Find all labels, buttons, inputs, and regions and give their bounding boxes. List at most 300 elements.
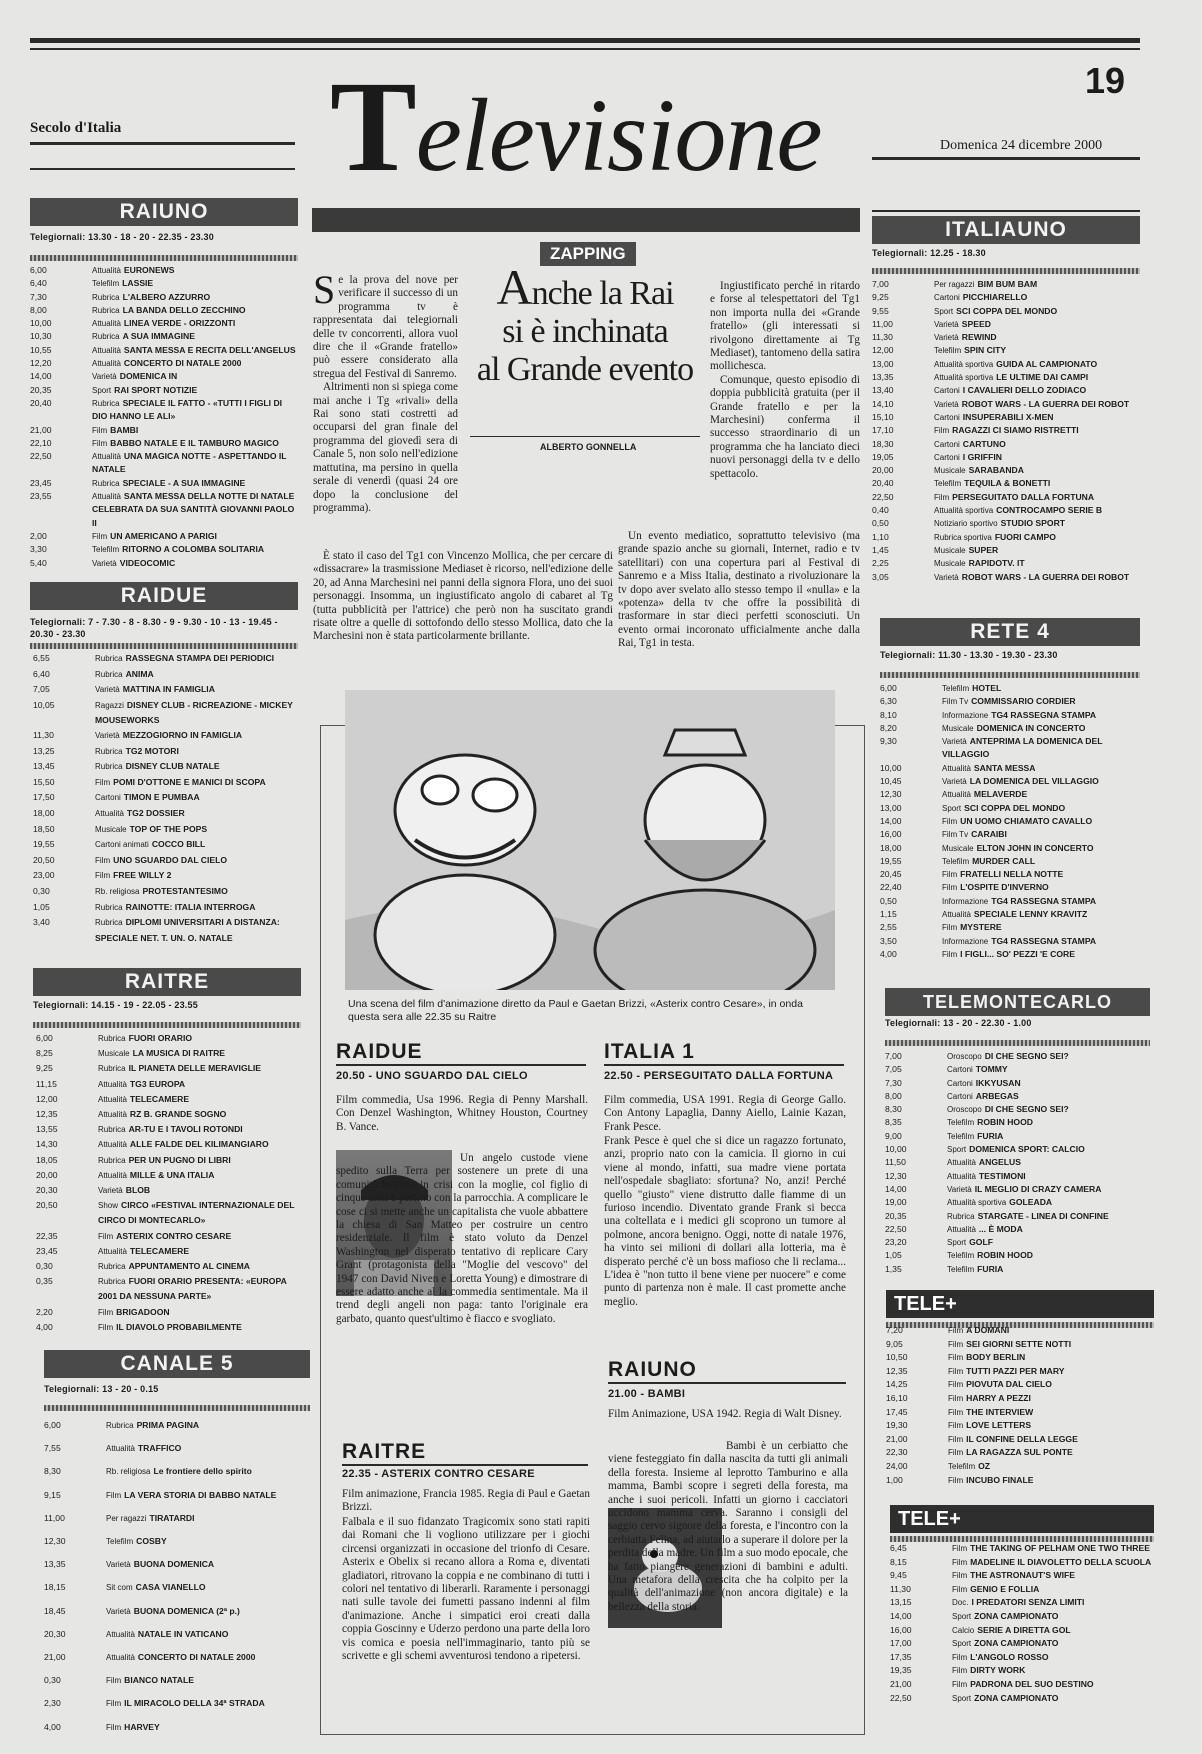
program-title: STARGATE - LINEA DI CONFINE bbox=[977, 1210, 1109, 1221]
program-desc bbox=[92, 317, 298, 330]
program-time: 14,00 bbox=[885, 1183, 907, 1194]
raitre-schedule bbox=[36, 1031, 301, 1335]
program-desc bbox=[95, 667, 298, 683]
program-time: 11,50 bbox=[885, 1157, 906, 1168]
program-time: 12,30 bbox=[885, 1170, 907, 1181]
program-time: 17,45 bbox=[886, 1406, 908, 1417]
program-genre: Rb. religiosa bbox=[95, 886, 140, 896]
program-time: 7,30 bbox=[30, 291, 47, 302]
program-time: 19,05 bbox=[872, 451, 894, 462]
program-title: ZONA CAMPIONATO bbox=[974, 1692, 1059, 1703]
program-row bbox=[880, 815, 1140, 828]
program-row bbox=[885, 1063, 1150, 1076]
program-desc bbox=[934, 305, 1140, 318]
program-desc bbox=[934, 424, 1140, 437]
raiuno-schedule bbox=[30, 264, 298, 570]
program-row bbox=[890, 1624, 1154, 1638]
program-genre: Telefilm bbox=[942, 684, 970, 693]
program-desc bbox=[92, 530, 298, 543]
program-genre: Attualità sportiva bbox=[934, 373, 994, 383]
program-genre: Rubrica bbox=[95, 902, 123, 912]
program-desc bbox=[92, 477, 298, 490]
program-genre: Musicale bbox=[942, 723, 974, 733]
program-time: 2,20 bbox=[36, 1306, 53, 1317]
program-time: 20,45 bbox=[880, 869, 902, 880]
program-genre: Film bbox=[106, 1490, 122, 1500]
program-row bbox=[886, 1378, 1154, 1392]
program-time: 8,00 bbox=[885, 1090, 902, 1101]
program-time: 8,20 bbox=[880, 722, 897, 733]
program-time: 11,15 bbox=[36, 1078, 57, 1089]
program-genre: Telefilm bbox=[942, 856, 970, 866]
program-time: 20,00 bbox=[36, 1169, 58, 1180]
program-desc bbox=[942, 921, 1140, 934]
program-title: SUPER bbox=[968, 544, 999, 555]
program-desc bbox=[942, 762, 1140, 775]
program-genre: Film bbox=[952, 1557, 968, 1567]
program-title: RAPIDOTV. IT bbox=[968, 558, 1025, 569]
program-row bbox=[33, 868, 298, 884]
program-row bbox=[36, 1092, 301, 1107]
program-title: FUORI ORARIO bbox=[128, 1033, 193, 1043]
asterix-photo bbox=[345, 690, 835, 990]
program-desc bbox=[92, 291, 298, 304]
program-genre: Cartoni bbox=[95, 793, 121, 803]
program-title: ASTERIX CONTRO CESARE bbox=[116, 1230, 232, 1241]
program-genre: Film bbox=[948, 1393, 964, 1403]
program-title: GENIO E FOLLIA bbox=[970, 1583, 1040, 1594]
program-title: UN AMERICANO A PARIGI bbox=[110, 530, 217, 541]
program-time: 22,50 bbox=[890, 1692, 912, 1703]
program-title: DISNEY CLUB NATALE bbox=[125, 761, 220, 772]
program-time: 6,00 bbox=[30, 265, 47, 275]
program-genre: Per ragazzi bbox=[934, 280, 975, 289]
program-desc bbox=[942, 935, 1140, 948]
program-row bbox=[36, 1107, 301, 1122]
program-genre: Attualità sportiva bbox=[934, 506, 994, 516]
program-desc bbox=[934, 477, 1140, 490]
program-time: 10,45 bbox=[880, 776, 902, 787]
program-title: STUDIO SPORT bbox=[1000, 518, 1066, 529]
program-desc bbox=[947, 1130, 1150, 1143]
program-desc bbox=[95, 651, 298, 667]
program-desc bbox=[942, 895, 1140, 908]
program-desc bbox=[92, 384, 298, 397]
program-title: FRATELLI NELLA NOTTE bbox=[960, 869, 1064, 880]
program-row bbox=[36, 1061, 301, 1076]
program-time: 10,50 bbox=[886, 1352, 908, 1363]
program-genre: Film bbox=[952, 1544, 968, 1553]
program-genre: Rubrica bbox=[95, 918, 123, 928]
program-genre: Sport bbox=[952, 1639, 972, 1649]
program-time: 21,00 bbox=[886, 1433, 908, 1444]
program-genre: Attualità bbox=[92, 359, 121, 369]
program-desc bbox=[934, 504, 1140, 517]
program-row bbox=[872, 358, 1140, 371]
program-row bbox=[872, 544, 1140, 557]
program-genre: Telefilm bbox=[92, 279, 120, 289]
program-time: 14,00 bbox=[30, 371, 52, 382]
program-genre: Rb. religiosa bbox=[106, 1467, 151, 1477]
program-row bbox=[36, 1153, 301, 1168]
program-genre: Film bbox=[948, 1434, 964, 1444]
program-time: 11,30 bbox=[890, 1583, 911, 1594]
program-desc bbox=[95, 682, 298, 698]
program-desc bbox=[98, 1274, 301, 1304]
program-row bbox=[30, 330, 298, 343]
program-genre: Varietà bbox=[98, 1186, 123, 1196]
program-row bbox=[885, 1223, 1150, 1236]
program-time: 6,45 bbox=[890, 1543, 907, 1553]
program-time: 16,10 bbox=[886, 1392, 908, 1403]
program-title: HARVEY bbox=[124, 1721, 160, 1732]
teleplus1-header: TELE+ bbox=[886, 1290, 1154, 1318]
program-title: THE TAKING OF PELHAM ONE TWO THREE bbox=[970, 1543, 1150, 1553]
program-title: MEZZOGIORNO IN FAMIGLIA bbox=[122, 729, 243, 740]
rete4-tg: Telegiornali: 11.30 - 13.30 - 19.30 - 23.30 bbox=[880, 650, 1058, 660]
program-time: 3,05 bbox=[872, 571, 889, 582]
program-title: PERSEGUITATO DALLA FORTUNA bbox=[952, 491, 1095, 502]
program-time: 7,00 bbox=[872, 279, 889, 289]
program-genre: Attualità bbox=[106, 1653, 135, 1663]
zapping-col2: È stato il caso del Tg1 con Vincenzo Mollica, che per cercare di «dissacrare» la trasmissione Mediaset è ricorso, nell'edizione delle 20, ad Anna Marchesini nei panni della signora Flora, uno dei suoi personaggi. Insomma, un ingiustificato angolo di cabaret al Tg (tutta pubblicità per l'attrice) che però non ha suscitato grandi risate oltre a quelle di sottofondo dello stesso Mollica, dato che la Marchesini non è stata particolarmente brillante. bbox=[313, 550, 613, 643]
program-genre: Film bbox=[98, 1322, 114, 1332]
program-title: INCUBO FINALE bbox=[966, 1474, 1034, 1485]
program-genre: Film bbox=[92, 438, 108, 448]
program-row bbox=[872, 344, 1140, 357]
program-title: SEI GIORNI SETTE NOTTI bbox=[966, 1338, 1072, 1349]
paper-name: Secolo d'Italia bbox=[30, 120, 122, 136]
teleplus2-schedule bbox=[890, 1542, 1154, 1705]
program-row bbox=[33, 790, 298, 806]
program-genre: Rubrica bbox=[95, 669, 123, 679]
program-genre: Rubrica bbox=[95, 746, 123, 756]
program-genre: Cartoni bbox=[947, 1065, 973, 1075]
program-genre: Film bbox=[948, 1339, 964, 1349]
program-desc bbox=[95, 884, 298, 900]
program-row bbox=[872, 464, 1140, 477]
program-desc bbox=[106, 1692, 310, 1715]
program-row bbox=[886, 1365, 1154, 1379]
program-desc bbox=[92, 277, 298, 290]
program-row bbox=[890, 1569, 1154, 1583]
program-time: 16,00 bbox=[890, 1624, 912, 1635]
program-genre: Telefilm bbox=[947, 1118, 975, 1128]
review-raitre-title: RAITRE bbox=[342, 1440, 427, 1463]
program-time: 0,40 bbox=[872, 505, 889, 516]
section-title: Televisione bbox=[330, 55, 822, 199]
program-time: 6,55 bbox=[33, 653, 50, 663]
program-desc bbox=[95, 790, 298, 806]
program-row bbox=[886, 1433, 1154, 1447]
program-desc bbox=[952, 1664, 1154, 1678]
program-time: 18,50 bbox=[33, 823, 55, 834]
program-title: TG4 RASSEGNA STAMPA bbox=[991, 709, 1097, 720]
program-title: ELTON JOHN IN CONCERTO bbox=[976, 842, 1094, 853]
program-row bbox=[30, 357, 298, 370]
program-desc bbox=[934, 291, 1140, 304]
program-title: UN UOMO CHIAMATO CAVALLO bbox=[960, 815, 1093, 826]
program-desc bbox=[92, 397, 298, 424]
program-desc bbox=[934, 331, 1140, 344]
program-title: BAMBI bbox=[110, 424, 139, 435]
telemontecarlo-hatch bbox=[885, 1040, 1150, 1046]
program-genre: Attualità bbox=[942, 763, 971, 773]
program-row bbox=[886, 1474, 1154, 1488]
program-genre: Film bbox=[948, 1326, 964, 1335]
program-genre: Calcio bbox=[952, 1625, 975, 1635]
program-genre: Varietà bbox=[947, 1184, 972, 1194]
program-time: 1,45 bbox=[872, 544, 889, 555]
program-genre: Attualità bbox=[947, 1158, 976, 1168]
program-row bbox=[36, 1168, 301, 1183]
program-title: CONCERTO DI NATALE 2000 bbox=[123, 358, 242, 369]
program-genre: Cartoni animati bbox=[95, 840, 149, 850]
program-row bbox=[30, 450, 298, 477]
program-title: RAI SPORT NOTIZIE bbox=[114, 384, 198, 395]
program-row bbox=[880, 709, 1140, 722]
program-row bbox=[880, 828, 1140, 841]
program-genre: Film bbox=[942, 923, 958, 933]
program-time: 17,50 bbox=[33, 792, 55, 803]
program-desc bbox=[98, 1183, 301, 1198]
program-desc bbox=[942, 815, 1140, 828]
program-genre: Rubrica bbox=[98, 1155, 126, 1165]
program-time: 8,25 bbox=[36, 1048, 53, 1059]
program-title: POMI D'OTTONE E MANICI DI SCOPA bbox=[113, 776, 266, 787]
program-time: 10,00 bbox=[30, 318, 52, 329]
program-desc bbox=[947, 1263, 1150, 1276]
program-genre: Attualità bbox=[98, 1079, 127, 1089]
program-genre: Film bbox=[948, 1366, 964, 1376]
program-title: LASSIE bbox=[122, 278, 154, 289]
program-time: 1,00 bbox=[886, 1474, 903, 1485]
program-title: LA RAGAZZA SUL PONTE bbox=[966, 1447, 1073, 1458]
program-row bbox=[880, 682, 1140, 695]
program-desc bbox=[98, 1229, 301, 1244]
program-row bbox=[872, 557, 1140, 570]
program-desc bbox=[98, 1061, 301, 1076]
program-row bbox=[885, 1210, 1150, 1223]
raiuno-header: RAIUNO bbox=[30, 198, 298, 226]
program-time: 1,10 bbox=[872, 531, 889, 542]
program-row bbox=[33, 822, 298, 838]
program-desc bbox=[98, 1107, 301, 1122]
program-title: ANGELUS bbox=[978, 1157, 1021, 1168]
program-time: 0,50 bbox=[872, 518, 889, 529]
program-desc bbox=[92, 264, 298, 277]
review-raiuno-p2: Bambi è un cerbiatto che viene festeggiato fin dalla nascita da tutti gli animali della foresta. Insieme al leprotto Tamburino e alla mamma, Bambi scopre i segreti della foresta, ma anche i suoi pericoli. Infatti un giorno i cacciatori uccidono mamma cerva. Saranno i consigli del saggio cervo signore della foresta, e l'incontro con la cerbiatta Felina, ad aiutarlo a superare il dolore per la perdita della madre. Un film a suo modo epocale, che ha fatto piangere generazioni di bambini e adulti. Una metafora della crescita che ha colpito per la qualità dell'animazione (non ancora digitale) e la bellezza della storia. bbox=[608, 1440, 848, 1613]
review-raidue-rule bbox=[336, 1064, 586, 1066]
program-row bbox=[44, 1414, 310, 1437]
program-time: 19,00 bbox=[885, 1197, 907, 1208]
program-title: L'OSPITE D'INVERNO bbox=[960, 882, 1049, 893]
canale5-header: CANALE 5 bbox=[44, 1350, 310, 1378]
program-genre: Telefilm bbox=[948, 1461, 976, 1471]
program-genre: Film bbox=[934, 426, 950, 436]
program-title: IL MEGLIO DI CRAZY CAMERA bbox=[974, 1183, 1102, 1194]
program-title: TIRATARDI bbox=[149, 1512, 195, 1523]
program-row bbox=[890, 1678, 1154, 1692]
program-title: TESTIMONI bbox=[978, 1170, 1026, 1181]
program-time: 20,40 bbox=[30, 397, 52, 408]
program-title: A SUA IMMAGINE bbox=[122, 331, 195, 342]
program-time: 8,35 bbox=[885, 1117, 902, 1128]
program-genre: Film Tv bbox=[942, 697, 969, 707]
program-time: 21,00 bbox=[44, 1652, 66, 1663]
program-genre: Varietà bbox=[92, 372, 117, 382]
program-time: 18,00 bbox=[33, 807, 55, 818]
program-genre: Rubrica bbox=[106, 1421, 134, 1430]
program-title: NATALE IN VATICANO bbox=[137, 1628, 229, 1639]
program-title: ... È MODA bbox=[978, 1223, 1023, 1234]
program-time: 6,00 bbox=[36, 1033, 53, 1043]
program-time: 5,40 bbox=[30, 557, 47, 568]
program-genre: Rubrica bbox=[95, 654, 123, 663]
program-title: I GRIFFIN bbox=[962, 451, 1002, 462]
program-title: DOMENICA SPORT: CALCIO bbox=[969, 1144, 1085, 1155]
program-row bbox=[885, 1050, 1150, 1063]
program-time: 0,35 bbox=[36, 1276, 53, 1287]
program-title: LOVE LETTERS bbox=[966, 1420, 1032, 1431]
program-genre: Film bbox=[948, 1448, 964, 1458]
program-row bbox=[44, 1553, 310, 1576]
program-time: 2,30 bbox=[44, 1698, 61, 1709]
program-title: RAGAZZI CI SIAMO RISTRETTI bbox=[952, 425, 1079, 436]
program-desc bbox=[95, 698, 298, 728]
program-desc bbox=[92, 450, 298, 477]
program-desc bbox=[106, 1576, 310, 1599]
program-desc bbox=[947, 1196, 1150, 1209]
program-time: 21,00 bbox=[30, 424, 52, 435]
program-row bbox=[872, 477, 1140, 490]
program-row bbox=[44, 1669, 310, 1692]
program-genre: Attualità sportiva bbox=[947, 1198, 1007, 1208]
program-time: 22,35 bbox=[36, 1230, 58, 1241]
program-time: 6,40 bbox=[30, 278, 47, 289]
program-time: 11,00 bbox=[44, 1512, 65, 1523]
program-desc bbox=[98, 1320, 301, 1335]
program-title: MELAVERDE bbox=[973, 789, 1028, 800]
program-genre: Rubrica bbox=[95, 762, 123, 772]
program-desc bbox=[948, 1365, 1154, 1379]
teleplus1-schedule bbox=[886, 1324, 1154, 1487]
program-time: 8,00 bbox=[30, 304, 47, 315]
program-time: 21,00 bbox=[890, 1678, 912, 1689]
program-row bbox=[872, 571, 1140, 584]
program-time: 12,30 bbox=[44, 1536, 66, 1547]
program-genre: Musicale bbox=[98, 1049, 130, 1059]
program-desc bbox=[952, 1556, 1154, 1570]
program-desc bbox=[948, 1324, 1154, 1338]
program-genre: Film bbox=[106, 1722, 122, 1732]
program-title: RASSEGNA STAMPA DEI PERIODICI bbox=[125, 653, 275, 663]
program-row bbox=[33, 837, 298, 853]
program-desc bbox=[947, 1090, 1150, 1103]
program-genre: Varietà bbox=[95, 730, 120, 740]
program-desc bbox=[947, 1156, 1150, 1169]
program-time: 0,30 bbox=[36, 1261, 53, 1272]
program-row bbox=[44, 1530, 310, 1553]
program-genre: Cartoni bbox=[934, 452, 960, 462]
program-desc bbox=[948, 1474, 1154, 1488]
program-title: ARBEGAS bbox=[975, 1090, 1019, 1101]
program-title: DI CHE SEGNO SEI? bbox=[984, 1051, 1069, 1061]
program-row bbox=[872, 491, 1140, 504]
program-title: TELECAMERE bbox=[129, 1245, 190, 1256]
program-desc bbox=[942, 722, 1140, 735]
program-row bbox=[886, 1338, 1154, 1352]
program-genre: Sport bbox=[952, 1611, 972, 1621]
program-time: 7,05 bbox=[885, 1064, 902, 1075]
program-row bbox=[880, 842, 1140, 855]
program-row bbox=[36, 1077, 301, 1092]
raiuno-hatch bbox=[30, 255, 298, 261]
program-time: 6,30 bbox=[880, 696, 897, 707]
program-title: IKKYUSAN bbox=[975, 1077, 1021, 1088]
program-genre: Per ragazzi bbox=[106, 1513, 147, 1523]
program-desc bbox=[952, 1610, 1154, 1624]
program-genre: Film bbox=[98, 1307, 114, 1317]
program-genre: Sit com bbox=[106, 1583, 133, 1593]
review-italia1-p1: Film commedia, USA 1991. Regia di George Gallo. Con Antony Lapaglia, Danny Aiello, Lainie Kazan, Frank Pesce. bbox=[604, 1094, 846, 1133]
program-desc bbox=[95, 744, 298, 760]
program-genre: Rubrica bbox=[98, 1034, 126, 1043]
program-genre: Telefilm bbox=[947, 1131, 975, 1141]
program-row bbox=[885, 1236, 1150, 1249]
program-desc bbox=[934, 398, 1140, 411]
program-desc bbox=[92, 424, 298, 437]
program-desc bbox=[95, 759, 298, 775]
review-raitre-sub: 22.35 - ASTERIX CONTRO CESARE bbox=[342, 1468, 535, 1480]
masthead-right-rule bbox=[872, 157, 1140, 160]
program-genre: Film bbox=[952, 1666, 968, 1676]
program-genre: Attualità bbox=[942, 790, 971, 800]
program-title: GUIDA AL CAMPIONATO bbox=[996, 358, 1098, 369]
program-desc bbox=[95, 822, 298, 838]
program-title: ROBOT WARS - LA GUERRA DEI ROBOT bbox=[961, 398, 1130, 409]
program-genre: Rubrica sportiva bbox=[934, 532, 992, 542]
program-desc bbox=[948, 1338, 1154, 1352]
program-title: SANTA MESSA bbox=[973, 762, 1036, 773]
program-desc bbox=[95, 868, 298, 884]
zapping-author: ALBERTO GONNELLA bbox=[540, 442, 637, 452]
program-desc bbox=[95, 728, 298, 744]
program-title: SCI COPPA DEL MONDO bbox=[964, 802, 1066, 813]
program-time: 20,30 bbox=[36, 1185, 58, 1196]
program-time: 8,15 bbox=[890, 1556, 907, 1567]
program-title: ANTEPRIMA LA DOMENICA DEL VILLAGGIO bbox=[942, 736, 1103, 760]
program-title: TG2 DOSSIER bbox=[126, 807, 185, 818]
author-rule bbox=[470, 436, 700, 437]
program-title: ZONA CAMPIONATO bbox=[974, 1638, 1059, 1649]
program-title: L'ANGOLO ROSSO bbox=[970, 1651, 1049, 1662]
program-desc bbox=[92, 304, 298, 317]
program-row bbox=[872, 504, 1140, 517]
program-time: 11,00 bbox=[872, 318, 893, 329]
program-time: 4,00 bbox=[44, 1721, 61, 1732]
program-row bbox=[880, 881, 1140, 894]
program-desc bbox=[98, 1305, 301, 1320]
program-genre: Attualità bbox=[92, 452, 121, 462]
program-desc bbox=[106, 1669, 310, 1692]
program-time: 22,50 bbox=[30, 451, 52, 462]
program-time: 20,40 bbox=[872, 478, 894, 489]
program-title: MATTINA IN FAMIGLIA bbox=[122, 684, 215, 695]
program-desc bbox=[106, 1530, 310, 1553]
program-desc bbox=[92, 357, 298, 370]
program-title: SANTA MESSA DELLA NOTTE DI NATALE CELEBRATA DA SUA SANTITÀ GIOVANNI PAOLO II bbox=[92, 491, 295, 528]
